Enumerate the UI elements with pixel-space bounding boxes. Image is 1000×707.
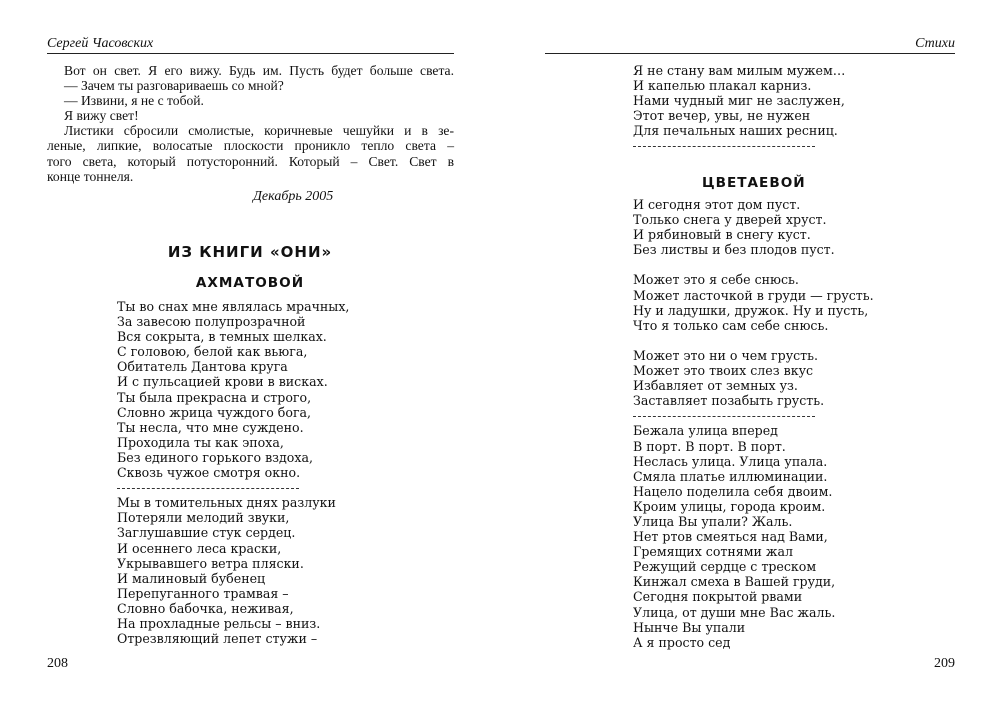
stanza-gap — [633, 257, 963, 272]
verse-line: На прохладные рельсы – вниз. — [117, 615, 321, 631]
verse-line: Может ласточкой в груди — грусть. — [633, 287, 874, 303]
poem-stanza — [117, 495, 447, 646]
running-head-author: Сергей Часовских — [47, 36, 154, 51]
poem-continued — [633, 63, 963, 154]
verse-line: Отрезвляющий лепет стужи – — [117, 631, 318, 647]
prose-line: конце тоннеля. — [47, 168, 134, 184]
verse-line: Потеряли мелодий звуки, — [117, 510, 290, 526]
verse-line: Улица Вы упали? Жаль. — [633, 513, 793, 529]
poem-title-tsvetaeva: ЦВЕТАЕВОЙ — [702, 175, 806, 191]
dashed-separator — [117, 480, 447, 495]
verse-line: И капелью плакал карниз. — [633, 78, 812, 94]
prose-line: — Извини, я не с тобой. — [64, 93, 204, 109]
prose-line: леные, липкие, волосатые плоскости проникло тепло света – — [47, 138, 454, 154]
prose-block — [47, 63, 454, 184]
verse-line: Заставляет позабыть грусть. — [633, 393, 825, 409]
verse-line: А я просто сед — [633, 634, 731, 650]
verse-line: Ты несла, что мне суждено. — [117, 419, 304, 435]
verse-line: Ты была прекрасна и строго, — [117, 389, 312, 405]
verse-line: И малиновый бубенец — [117, 570, 266, 586]
verse-line: С головою, белой как вьюга, — [117, 344, 308, 360]
prose-line: — Зачем ты разговариваешь со мной? — [64, 78, 284, 94]
verse-line: Обитатель Дантова круга — [117, 359, 288, 375]
verse-line: Нами чудный миг не заслужен, — [633, 93, 845, 109]
verse-line: Мы в томительных днях разлуки — [117, 495, 336, 511]
poem-akhmatova — [117, 299, 447, 646]
verse-line: Нынче Вы упали — [633, 619, 746, 635]
page-number: 209 — [934, 656, 955, 671]
verse-line: Я не стану вам милым мужем… — [633, 63, 846, 78]
verse-line: Словно бабочка, неживая, — [117, 600, 294, 616]
verse-line: Для печальных наших ресниц. — [633, 123, 838, 139]
poem-stanza — [633, 272, 963, 332]
verse-line: Режущий сердце с треском — [633, 559, 817, 575]
verse-line: И с пульсацией крови в висках. — [117, 374, 328, 390]
verse-line: Проходила ты как эпоха, — [117, 434, 284, 450]
verse-line: И рябиновый в снегу куст. — [633, 227, 811, 243]
verse-line: Нацело поделила себя двоим. — [633, 483, 833, 499]
verse-line: Может это ни о чем грусть. — [633, 347, 818, 363]
page-number: 208 — [47, 656, 68, 671]
verse-line: Только снега у дверей хруст. — [633, 212, 827, 228]
verse-line: Может это я себе снюсь. — [633, 272, 799, 288]
stanza-gap — [633, 333, 963, 348]
verse-line: Может это твоих слез вкус — [633, 363, 814, 379]
header-rule — [545, 53, 955, 54]
poem-tsvetaeva — [633, 197, 963, 650]
prose-line: Вот он свет. Я его вижу. Будь им. Пусть будет больше света. — [64, 63, 454, 78]
header-rule — [47, 53, 454, 54]
poem-title-akhmatova: АХМАТОВОЙ — [195, 275, 305, 291]
verse-line: Кроим улицы, города кроим. — [633, 498, 826, 514]
prose-line: Я вижу свет! — [64, 108, 139, 124]
verse-line: Ну и ладушки, дружок. Ну и пусть, — [633, 302, 869, 318]
verse-line: Ты во снах мне являлась мрачных, — [117, 299, 350, 314]
verse-line: Сквозь чужое смотря окно. — [117, 465, 301, 481]
prose-line: того света, который потусторонний. Который – Свет. Свет в — [47, 153, 454, 169]
verse-line: Смяла платье иллюминации. — [633, 468, 828, 484]
running-head-section: Стихи — [915, 36, 955, 51]
verse-line: В порт. В порт. В порт. — [633, 438, 786, 454]
verse-line: Избавляет от земных уз. — [633, 378, 798, 394]
verse-line: Перепуганного трамвая – — [117, 585, 289, 601]
verse-line: Нет ртов смеяться над Вами, — [633, 529, 828, 545]
poem-stanza — [633, 197, 963, 257]
verse-line: Вся сокрыта, в темных шелках. — [117, 329, 327, 345]
dashed-separator — [633, 138, 963, 153]
verse-line: Улица, от души мне Вас жаль. — [633, 604, 836, 620]
poem-stanza — [117, 299, 447, 480]
verse-line: Без единого горького вздоха, — [117, 449, 313, 465]
verse-line: И сегодня этот дом пуст. — [633, 197, 801, 212]
verse-line: За завесою полупрозрачной — [117, 314, 306, 330]
verse-line: Что я только сам себе снюсь. — [633, 317, 829, 333]
right-page — [500, 0, 1000, 707]
book-section-title: ИЗ КНИГИ «ОНИ» — [167, 243, 333, 261]
verse-line: Словно жрица чуждого бога, — [117, 404, 312, 420]
verse-line: Кинжал смеха в Вашей груди, — [633, 574, 836, 590]
verse-line: Укрывавшего ветра пляски. — [117, 555, 304, 571]
dashed-separator — [633, 408, 963, 423]
verse-line: И осеннего леса краски, — [117, 540, 282, 556]
verse-line: Заглушавшие стук сердец. — [117, 525, 296, 541]
poem-stanza — [633, 348, 963, 408]
date-signature: Декабрь 2005 — [253, 189, 334, 204]
verse-line: Гремящих сотнями жал — [633, 544, 794, 560]
verse-line: Неслась улица. Улица упала. — [633, 453, 828, 469]
verse-line: Этот вечер, увы, не нужен — [633, 108, 811, 124]
verse-line: Сегодня покрытой рвами — [633, 589, 803, 605]
poem-stanza — [633, 423, 963, 649]
verse-line: Бежала улица вперед — [633, 423, 778, 439]
verse-line: Без листвы и без плодов пуст. — [633, 242, 835, 258]
prose-line: Листики сбросили смолистые, коричневые чешуйки и в зе- — [64, 123, 454, 139]
